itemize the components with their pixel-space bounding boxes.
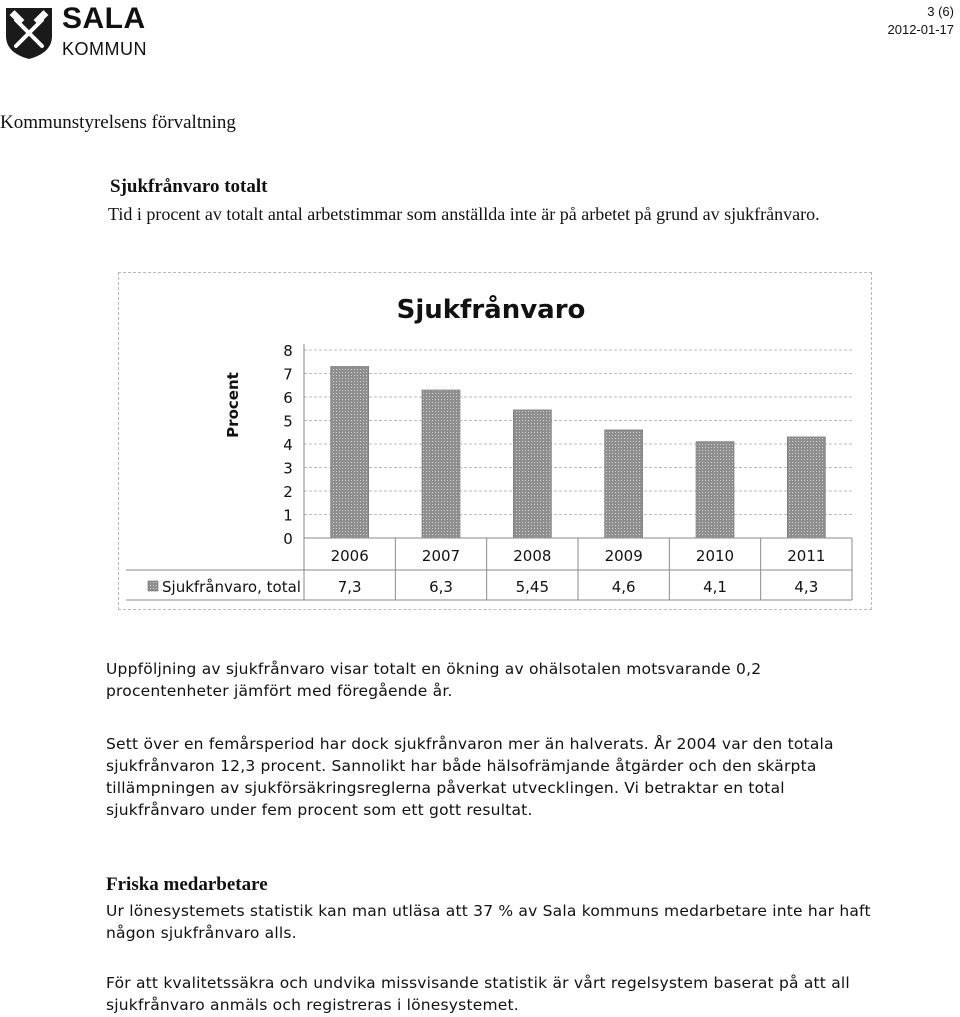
data-value-label: 6,3 bbox=[429, 578, 453, 596]
x-category-label: 2008 bbox=[513, 547, 552, 565]
data-value-label: 4,6 bbox=[611, 578, 636, 596]
x-category-label: 2006 bbox=[330, 547, 369, 565]
data-value-label: 7,3 bbox=[337, 578, 362, 596]
department-name: Kommunstyrelsens förvaltning bbox=[0, 112, 236, 133]
data-value-label: 4,1 bbox=[703, 578, 727, 596]
chart-frame bbox=[118, 272, 872, 610]
x-category-label: 2007 bbox=[421, 547, 461, 565]
data-value-label: 5,45 bbox=[515, 578, 550, 596]
logo-text-sala: SALA bbox=[62, 2, 146, 35]
crossed-hammers-shield-icon bbox=[4, 6, 54, 60]
y-tick-label: 0 bbox=[283, 530, 293, 548]
paragraph-femarsperiod: Sett över en femårsperiod har dock sjukfrånvaron mer än halverats. År 2004 var den totala sjukfrånvaron 12,3 procent. Sannolikt har både hälsofrämjande åtgärder och den skärpta tillämpningen av sjukförsäkringsreglerna påverkat utvecklingen. Vi betraktar en total sjukfrånvaro under fem procent som ett gott resultat. bbox=[106, 735, 834, 819]
section-heading-friska-medarbetare: Friska medarbetare bbox=[106, 874, 268, 895]
document-date: 2012-01-17 bbox=[887, 22, 954, 37]
y-tick-label: 4 bbox=[283, 436, 293, 454]
data-value-label: 4,3 bbox=[794, 578, 819, 596]
sala-kommun-logo bbox=[4, 2, 164, 60]
chart-title: Sjukfrånvaro bbox=[396, 295, 586, 325]
logo-text-kommun: KOMMUN bbox=[62, 39, 147, 59]
y-tick-label: 5 bbox=[283, 412, 293, 431]
y-tick-label: 7 bbox=[283, 365, 293, 384]
chart-y-axis-label: Procent bbox=[224, 372, 242, 438]
y-tick-label: 8 bbox=[283, 342, 293, 360]
y-tick-label: 1 bbox=[283, 506, 293, 525]
page-number: 3 (6) bbox=[927, 4, 954, 19]
x-category-label: 2011 bbox=[787, 547, 826, 565]
paragraph-kvalitetssakra: För att kvalitetssäkra och undvika missvisande statistik är vårt regelsystem baserat på att all sjukfrånvaro anmäls och registreras i lönesystemet. bbox=[106, 974, 850, 1014]
section-intro: Tid i procent av totalt antal arbetstimmar som anställda inte är på arbetet på grund av sjukfrånvaro. bbox=[108, 204, 820, 224]
x-category-label: 2010 bbox=[695, 547, 735, 565]
section-heading-sjukfranvaro: Sjukfrånvaro totalt bbox=[110, 176, 268, 197]
legend-series-name: Sjukfrånvaro, total bbox=[162, 578, 301, 596]
y-tick-label: 6 bbox=[283, 389, 293, 407]
x-category-label: 2009 bbox=[604, 547, 643, 565]
y-tick-label: 3 bbox=[283, 459, 293, 478]
paragraph-lonesystem: Ur lönesystemets statistik kan man utläsa att 37 % av Sala kommuns medarbetare inte har haft någon sjukfrånvaro alls. bbox=[106, 902, 871, 942]
y-tick-label: 2 bbox=[283, 483, 293, 501]
paragraph-uppfoljning: Uppföljning av sjukfrånvaro visar totalt en ökning av ohälsotalen motsvarande 0,2 procentenheter jämfört med föregående år. bbox=[106, 660, 762, 700]
